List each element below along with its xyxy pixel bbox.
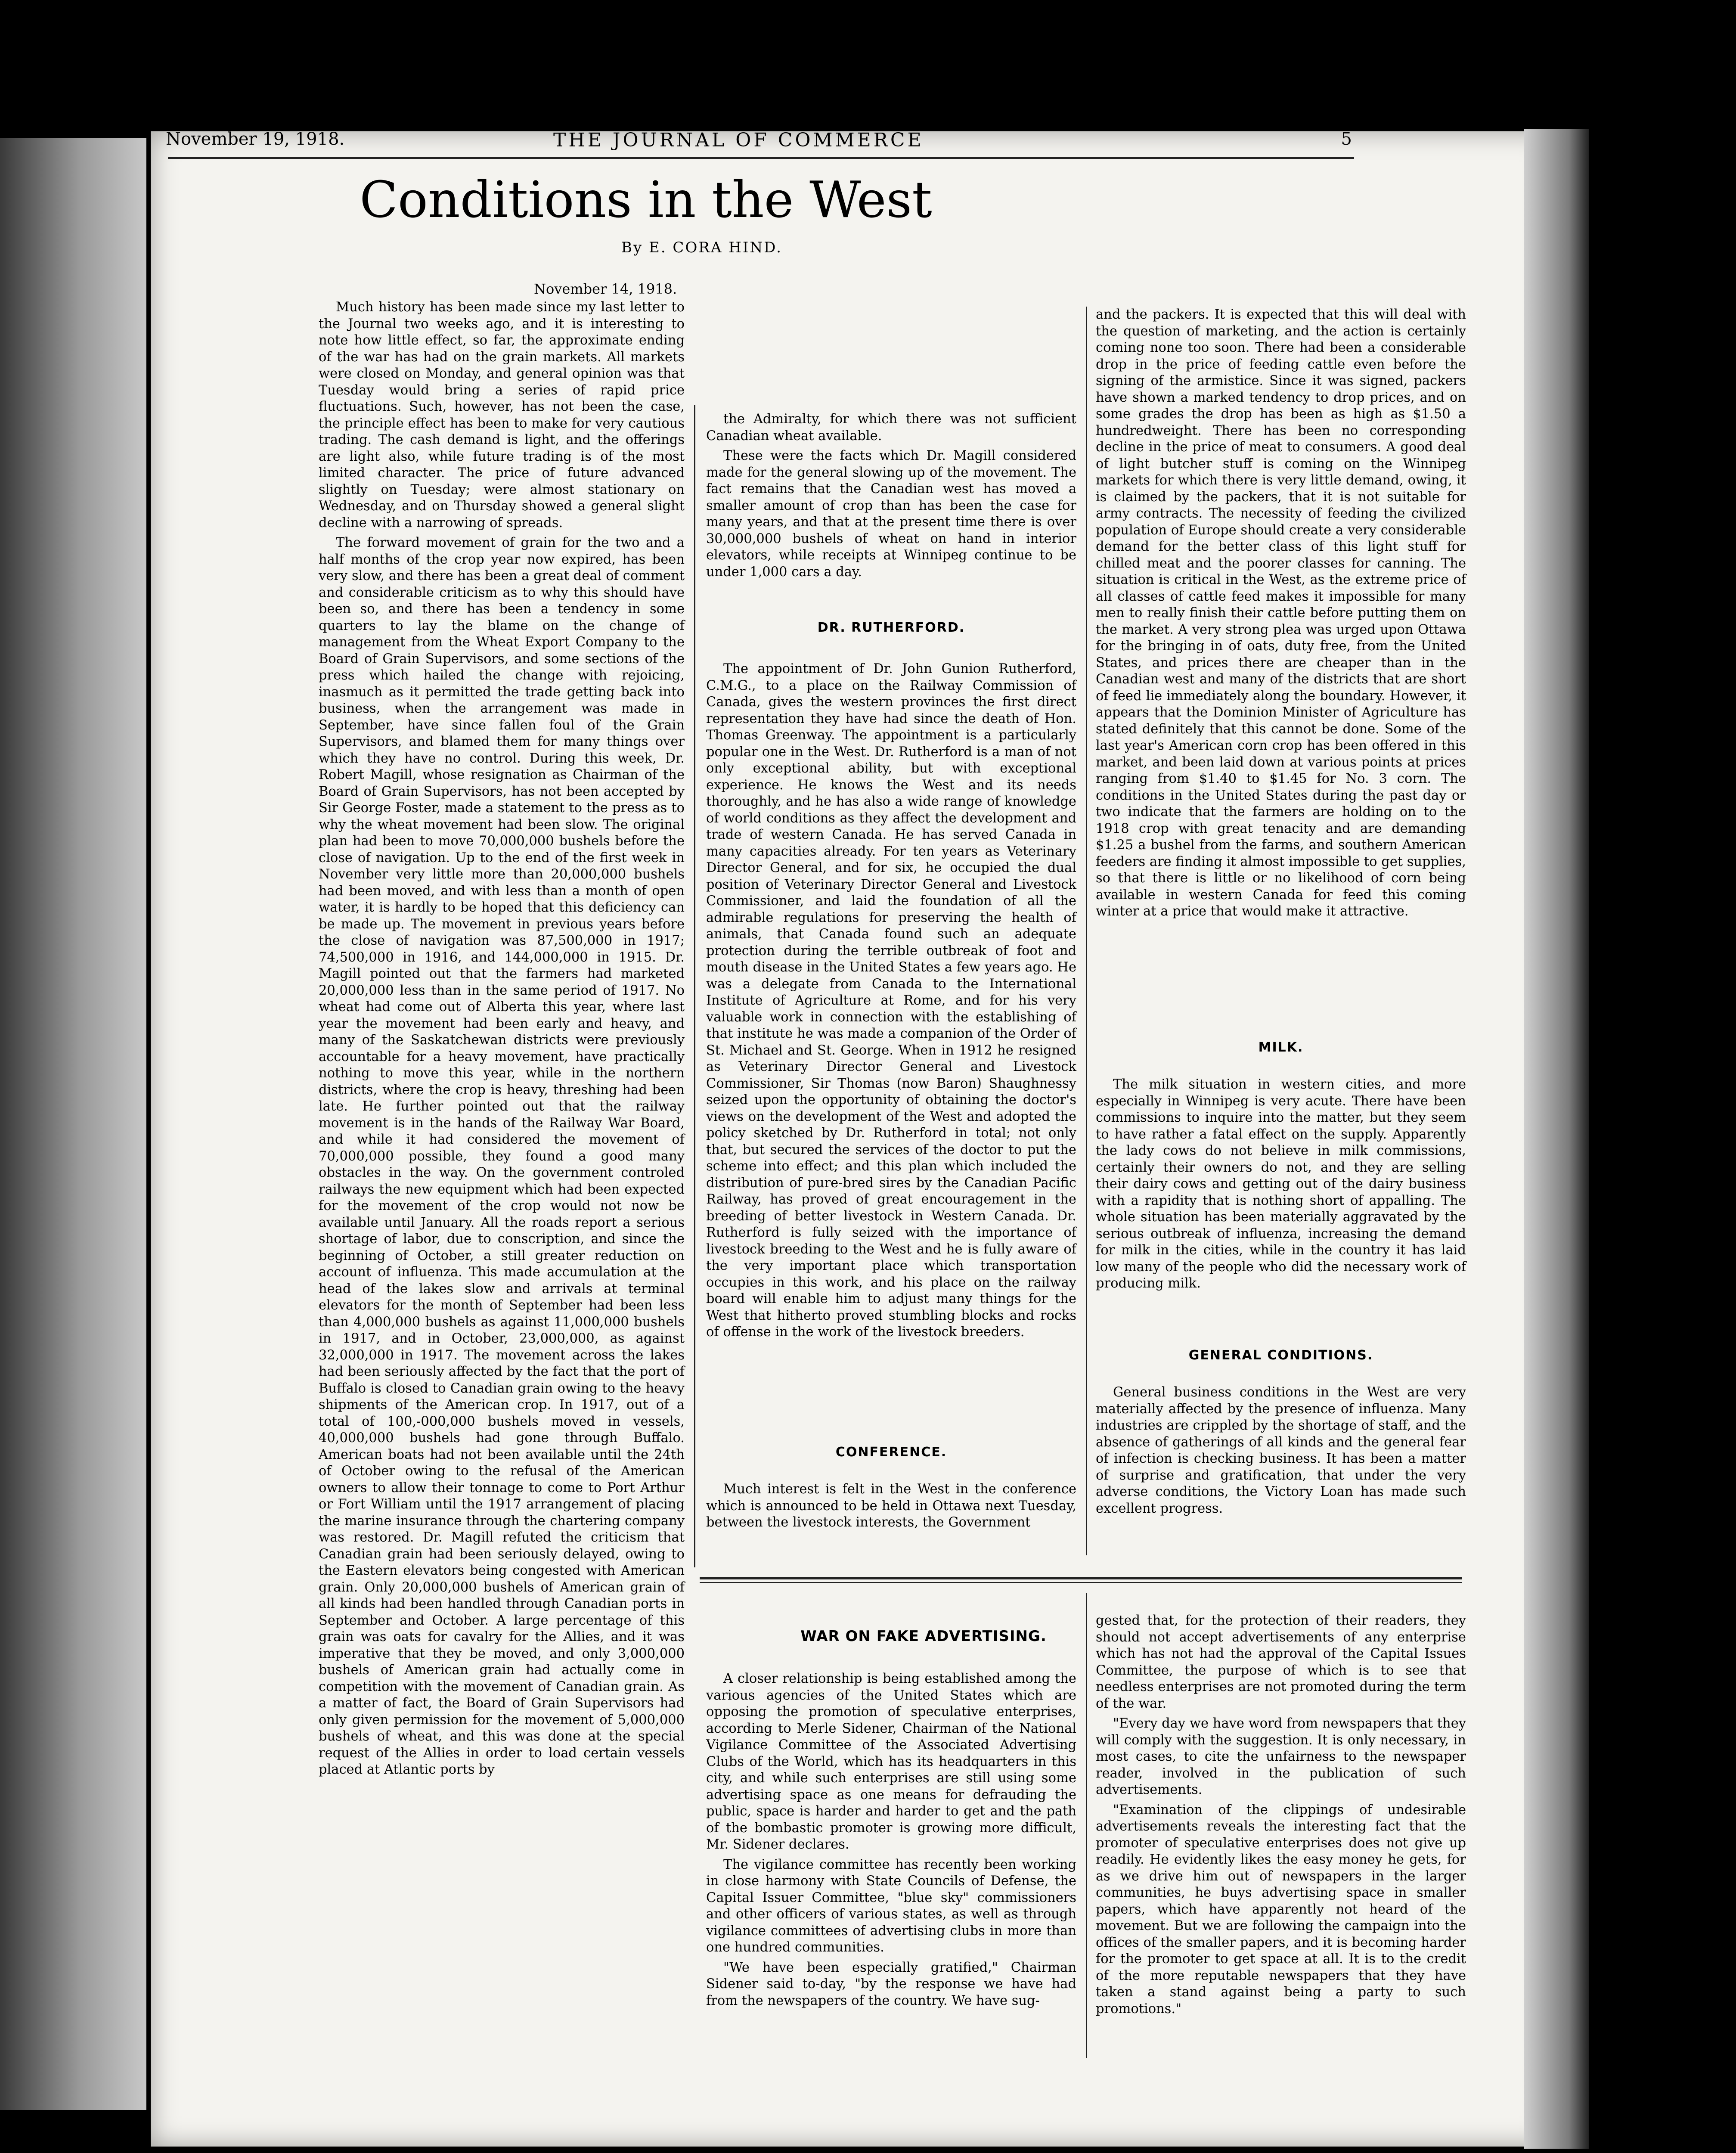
paragraph: "Every day we have word from newspapers that they will comply with the suggestion. It is only necessary, in most cases, to cite the unfairness to the newspaper reader, involved in the publication of such advertisements.: [1096, 1716, 1466, 1797]
advertising-column-left: [706, 1671, 1076, 2009]
column-rule: [1086, 307, 1087, 1555]
running-header: [166, 129, 1352, 155]
paragraph: and the packers. It is expected that this will deal with the question of marketing, and the action is certainly coming none too soon. There had been a considerable drop in the price of feeding cattle even before the signing of the armistice. Since it was signed, packers have shown a marked tendency to drop prices, and on some grades the drop has been as high as $1.50 a hundredweight. There has been no corresponding decline in the price of meat to consumers. A good deal of light butcher stuff is coming on the Winnipeg markets for which there is very little demand, owing, it is claimed by the packers, that it is not suitable for army contracts. The necessity of feeding the civilized population of Europe should create a very considerable demand for the better class of this light stuff for chilled meat and the poorer classes for canning. The situation is critical in the West, as the extreme price of all classes of cattle feed makes it impossible for many men to really finish their cattle before putting them on the market. A very strong plea was urged upon Ottawa for the bringing in of oats, duty free, from the United States, and prices there are cheaper than in the Canadian west and many of the districts that are short of feed lie immediately along the boundary. However, it appears that the Dominion Minister of Agriculture has stated definitely that this cannot be done. Some of the last year's American corn crop has been offered in this market, and been laid down at various points at prices ranging from $1.40 to $1.45 for No. 3 corn. The conditions in the United States during the past day or two indicate that the farmers are holding on to the 1918 crop with great tenacity and are demanding $1.25 a bushel from the farms, and southern American feeders are finding it almost impossible to get supplies, so that there is little or no likelihood of corn being available in western Canada for feed this coming winter at a price that would make it attractive.: [1096, 307, 1466, 919]
paragraph: The milk situation in western cities, and more especially in Winnipeg is very acute. There have been commissions to inquire into the matter, but they seem to have rather a fatal effect on the supply. Apparently the lady cows do not believe in milk commissions, certainly their owners do not, and they are selling their dairy cows and getting out of the dairy business with a rapidity that is nothing short of appalling. The whole situation has been materially aggravated by the serious outbreak of influenza, increasing the demand for milk in the cities, while in the country it has laid low many of the people who did the necessary work of producing milk.: [1096, 1077, 1466, 1291]
header-rule: [168, 157, 1354, 159]
subhead-milk: MILK.: [1258, 1040, 1304, 1055]
article-title: Conditions in the West: [360, 171, 932, 229]
paragraph: Much history has been made since my last letter to the Journal two weeks ago, and it is interesting to note how little effect, so far, the approximate ending of the war has had on the grain markets. All markets were closed on Monday, and general opinion was that Tuesday would bring a series of rapid price fluctuations. Such, however, has not been the case, the principle effect has been to make for very cautious trading. The cash demand is light, and the offerings are light also, while future trading is of the most limited character. The price of future advanced slightly on Tuesday; were almost stationary on Wednesday, and on Thursday showed a general slight decline with a narrowing of spreads.: [319, 300, 685, 530]
subhead-rutherford: DR. RUTHERFORD.: [817, 620, 965, 635]
article-column-2: [706, 411, 1076, 580]
subhead-general-conditions: GENERAL CONDITIONS.: [1188, 1348, 1373, 1363]
column-rule: [694, 405, 695, 1567]
paper-name: THE JOURNAL OF COMMERCE: [553, 129, 924, 151]
paragraph: "We have been especially gratified," Chairman Sidener said to-day, "by the response we have had from the newspapers of the country. We have sug-: [706, 1960, 1076, 2008]
paragraph: "Examination of the clippings of undesirable advertisements reveals the interesting fact that the promoter of speculative enterprises does not give up readily. He evidently likes the easy money he gets, for as we drive him out of newspapers in the larger communities, he buys advertising space in smaller papers, which have apparently not heard of the movement. But we are following the campaign into the offices of the smaller papers, and it is becoming harder for the promoter to get space at all. It is to the credit of the more reputable newspapers that they have taken a stand against being a party to such promotions.": [1096, 1802, 1466, 2016]
paragraph: General business conditions in the West are very materially affected by the presence of influenza. Many industries are crippled by the shortage of staff, and the absence of gatherings of all kinds and the general fear of infection is checking business. It has been a matter of surprise and gratification, that under the very adverse conditions, the Victory Loan has made such excellent progress.: [1096, 1385, 1466, 1516]
article-column-3: [1096, 307, 1466, 920]
issue-date: November 19, 1918.: [166, 129, 345, 149]
subhead-conference: CONFERENCE.: [835, 1445, 947, 1460]
section-divider: [700, 1577, 1462, 1579]
paragraph: The vigilance committee has recently been working in close harmony with State Councils of Defense, the Capital Issuer Committee, "blue sky" commissioners and other officers of various states, as well as through vigilance committees of advertising clubs in more than one hundred communities.: [706, 1857, 1076, 1955]
paragraph: gested that, for the protection of their readers, they should not accept advertisements of any enterprise which has not had the approval of the Capital Issues Committee, the purpose of which is to see that needless enterprises are not promoted during the term of the war.: [1096, 1613, 1466, 1711]
facing-page-edge: [0, 138, 146, 2110]
paragraph: A closer relationship is being established among the various agencies of the United States which are opposing the promotion of speculative enterprises, according to Merle Sidener, Chairman of the National Vigilance Committee of the Associated Advertising Clubs of the World, which has its headquarters in this city, and while such enterprises are still using some advertising space as one means for defrauding the public, space is harder and harder to get and the path of the bombastic promoter is growing more difficult, Mr. Sidener declares.: [706, 1671, 1076, 1852]
article-column-2-conference: [706, 1481, 1076, 1531]
article-column-2-rutherford: [706, 661, 1076, 1341]
paragraph: the Admiralty, for which there was not sufficient Canadian wheat available.: [706, 412, 1076, 444]
section-divider-thin: [700, 1582, 1462, 1583]
paragraph: These were the facts which Dr. Magill considered made for the general slowing up of the movement. The fact remains that the Canadian west has moved a smaller amount of crop than has been the case for many years, and that at the present time there is over 30,000,000 bushels of wheat on hand in interior elevators, while receipts at Winnipeg continue to be under 1,000 cars a day.: [706, 448, 1076, 580]
advertising-title: WAR ON FAKE ADVERTISING.: [800, 1628, 1047, 1645]
page-number: 5: [1341, 129, 1352, 149]
article-column-3-milk: [1096, 1076, 1466, 1292]
article-dateline: November 14, 1918.: [534, 281, 677, 297]
article-column-1: [319, 299, 685, 1778]
paragraph: The appointment of Dr. John Gunion Rutherford, C.M.G., to a place on the Railway Commission of Canada, gives the western provinces the first direct representation they have had since the death of Hon. Thomas Greenway. The appointment is a particularly popular one in the West. Dr. Rutherford is a man of not only exceptional ability, but with exceptional experience. He knows the West and its needs thoroughly, and he has also a wide range of knowledge of world conditions as they affect the development and trade of western Canada. He has served Canada in many capacities already. For ten years as Veterinary Director General, and for six, he occupied the dual position of Veterinary Director General and Livestock Commissioner, and laid the foundation of all the admirable regulations for preserving the health of animals, that Canada found such an adequate protection during the terrible outbreak of foot and mouth disease in the United States a few years ago. He was a delegate from Canada to the International Institute of Agriculture at Rome, and for his very valuable work in connection with the establishing of that institute he was made a companion of the Order of St. Michael and St. George. When in 1912 he resigned as Veterinary Director General and Livestock Commissioner, Sir Thomas (now Baron) Shaughnessy seized upon the opportunity of obtaining the doctor's views on the development of the West and adopted the policy sketched by Dr. Rutherford in total; not only that, but secured the services of the doctor to put the scheme into effect; and this plan which included the distribution of pure-bred sires by the Canadian Pacific Railway, has proved of great encouragement in the breeding of better livestock in Western Canada. Dr. Rutherford is fully seized with the importance of livestock breeding to the West and he is fully aware of the very important place which transportation occupies in this work, and his place on the railway board will enable him to adjust many things for the West that hitherto proved stumbling blocks and rocks of offense in the work of the livestock breeders.: [706, 661, 1076, 1340]
page-curl: [1524, 129, 1589, 2149]
paragraph: The forward movement of grain for the two and a half months of the crop year now expired, has been very slow, and there has been a great deal of comment and considerable criticism as to why this should have been so, and there has been a tendency in some quarters to lay the blame on the change of management from the Wheat Export Company to the Board of Grain Supervisors, and some sections of the press which hailed the change with rejoicing, inasmuch as it permitted the trade getting back into business, when the arrangement was made in September, have since fallen foul of the Grain Supervisors, and blamed them for many things over which they have no control. During this week, Dr. Robert Magill, whose resignation as Chairman of the Board of Grain Supervisors, has not been accepted by Sir George Foster, made a statement to the press as to why the wheat movement had been slow. The original plan had been to move 70,000,000 bushels before the close of navigation. Up to the end of the first week in November very little more than 20,000,000 bushels had been moved, and with less than a month of open water, it is hardly to be hoped that this deficiency can be made up. The movement in previous years before the close of navigation was 87,500,000 in 1917; 74,500,000 in 1916, and 144,000,000 in 1915. Dr. Magill pointed out that the farmers had marketed 20,000,000 less than in the same period of 1917. No wheat had come out of Alberta this year, where last year the movement had been early and heavy, and many of the Saskatchewan districts were previously accountable for a heavy movement, have practically nothing to move this year, while in the northern districts, where the crop is heavy, threshing had been late. He further pointed out that the railway movement is in the hands of the Railway War Board, and while it had considered the movement of 70,000,000 possible, they found a good many obstacles in the way. On the government controled railways the new equipment which had been expected for the movement of the crop would not now be available until January. All the roads report a serious shortage of labor, due to conscription, and since the beginning of October, a still greater reduction on account of influenza. This made accumulation at the head of the lakes slow and arrivals at terminal elevators for the month of September had been less than 4,000,000 bushels as against 11,000,000 bushels in 1917, and in October, 23,000,000, as against 32,000,000 in 1917. The movement across the lakes had been seriously affected by the fact that the port of Buffalo is closed to Canadian grain owing to the heavy shipments of the American crop. In 1917, out of a total of 100,-000,000 bushels moved in vessels, 40,000,000 bushels had gone through Buffalo. American boats had not been available until the 24th of October owing to the refusal of the American owners to allow their tonnage to come to Port Arthur or Fort William until the 1917 arrangement of placing the marine insurance through the chartering company was restored. Dr. Magill refuted the criticism that Canadian grain had been seriously delayed, owing to the Eastern elevators being congested with American grain. Only 20,000,000 bushels of American grain of all kinds had been handled through Canadian ports in September and October. A large percentage of this grain was oats for cavalry for the Allies, and it was imperative that they be moved, and only 3,000,000 bushels of American grain had actually come in competition with the movement of Canadian grain. As a matter of fact, the Board of Grain Supervisors had only given permission for the movement of 5,000,000 bushels of wheat, and this was done at the special request of the Allies in order to load certain vessels placed at Atlantic ports by: [319, 535, 685, 1777]
article-byline: By E. CORA HIND.: [621, 239, 782, 256]
column-rule: [1086, 1593, 1087, 2058]
paragraph: Much interest is felt in the West in the conference which is announced to be held in Ottawa next Tuesday, between the livestock interests, the Government: [706, 1482, 1076, 1530]
advertising-column-right: [1096, 1613, 1466, 2017]
article-column-3-general: [1096, 1384, 1466, 1517]
